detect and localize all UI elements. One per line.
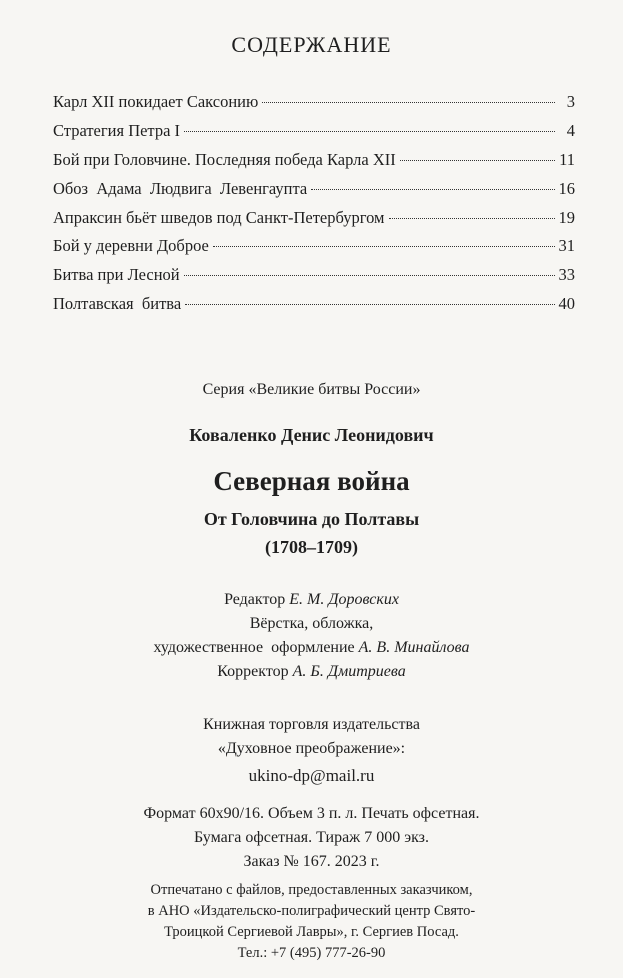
toc-heading: СОДЕРЖАНИЕ [231,32,392,57]
printer-block [0,880,623,964]
toc-entry-page: 16 [558,178,575,198]
toc-entry [53,121,575,150]
proofreader-label: Корректор [217,663,289,680]
printer-line: в АНО «Издательско-полиграфический центр Свято- [147,903,476,919]
toc-leader-dots [311,189,554,190]
series-name: Серия «Великие битвы России» [202,381,421,398]
imprint-order: Заказ № 167. 2023 г. [243,853,380,870]
toc-entry-title: Апраксин бьёт шведов под Санкт-Петербургом [53,207,385,227]
toc-entry-title: Карл XII покидает Саксонию [53,92,259,111]
contact-email: ukino-dp@mail.ru [248,766,375,785]
toc-entry-page: 33 [558,265,575,285]
toc-entry-title: Битва при Лесной [53,265,180,285]
proofreader-credit [0,660,623,684]
editor-credit [0,588,623,612]
imprint-block [0,802,623,874]
toc-leader-dots [213,246,555,247]
author-name: Коваленко Денис Леонидович [189,425,434,445]
toc-leader-dots [400,160,555,161]
toc-entry [53,92,575,121]
toc-entry-title: Бой у деревни Доброе [53,236,209,256]
printer-line: Троицкой Сергиевой Лавры», г. Сергиев Посад. [164,924,459,940]
toc-leader-dots [185,304,554,305]
credits-block [0,588,623,684]
toc-leader-dots [184,131,555,132]
toc-entry [53,208,575,237]
toc-entry-title: Стратегия Петра I [53,120,181,140]
imprint-paper: Бумага офсетная. Тираж 7 000 экз. [194,829,429,846]
toc-entry-title: Обоз Адама Людвига Левенгаупта [53,178,308,198]
printer-line: Отпечатано с файлов, предоставленных заказчиком, [150,882,473,898]
toc-entry-page: 3 [566,92,575,111]
book-years: (1708–1709) [265,537,358,557]
toc-entry-page: 4 [566,120,575,140]
toc-leader-dots [184,275,555,276]
layout-label: художественное оформление [153,639,355,656]
toc-leader-dots [262,102,555,103]
toc-entry-title: Бой при Головчине. Последняя победа Карла XII [53,149,396,169]
toc-entry [53,150,575,179]
layout-credit [0,636,623,660]
table-of-contents [53,92,575,323]
bookstore-line: Книжная торговля издательства [203,716,420,733]
editor-name: Е. М. Доровских [289,591,399,608]
book-subtitle: От Головчина до Полтавы [203,509,420,529]
toc-entry-title: Полтавская битва [53,294,182,314]
toc-entry-page: 40 [558,294,575,314]
publisher-name: «Духовное преображение»: [217,740,406,757]
toc-leader-dots [389,218,555,219]
bookstore-contact [0,713,623,761]
layout-credit-label-line: Вёрстка, обложка, [249,615,374,632]
toc-entry [53,236,575,265]
proofreader-name: А. Б. Дмитриева [292,663,406,680]
printer-phone: Тел.: +7 (495) 777-26-90 [237,945,386,961]
imprint-format: Формат 60х90/16. Объем 3 п. л. Печать офсетная. [143,805,480,822]
toc-entry [53,294,575,323]
toc-entry-page: 19 [558,207,575,227]
book-title: Северная война [213,466,410,496]
editor-label: Редактор [224,591,286,608]
toc-entry [53,265,575,294]
toc-entry-page: 11 [559,149,575,169]
toc-entry [53,179,575,208]
toc-entry-page: 31 [558,236,575,256]
layout-name: А. В. Минайлова [358,639,470,656]
